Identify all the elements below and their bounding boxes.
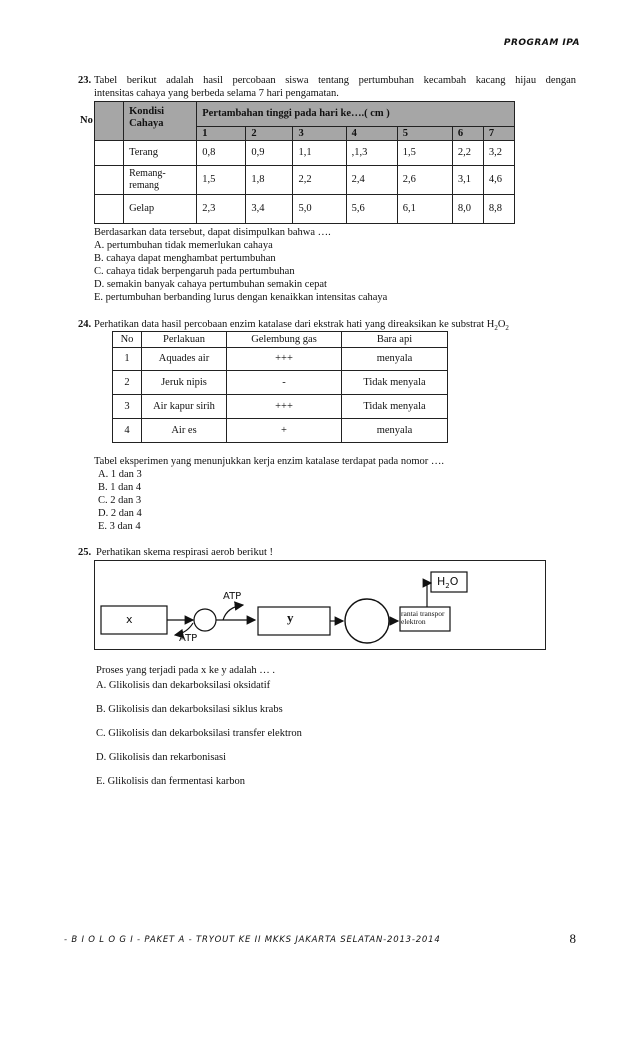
table-row [113, 395, 448, 419]
krebs-cycle-circle [345, 599, 389, 643]
box-x-label: x [126, 613, 133, 626]
q23-day: 4 [346, 127, 397, 141]
q25-option-b: B. Glikolisis dan dekarboksilasi siklus krabs [96, 704, 283, 715]
q23-cell: 3,1 [452, 166, 483, 195]
q24-cell: menyala [342, 348, 448, 371]
q23-option-a: A. pertumbuhan tidak memerlukan cahaya [94, 240, 273, 251]
table-row [113, 348, 448, 371]
q24-cell: 4 [113, 419, 142, 443]
q23-cell: 0,9 [246, 141, 293, 166]
chain-label-line1: rantai transpor [401, 609, 445, 618]
q25-question: Proses yang terjadi pada x ke y adalah … . [96, 665, 276, 676]
q25-number: 25. [78, 547, 92, 558]
q23-header-no-cell [95, 102, 124, 141]
q24-cell: 3 [113, 395, 142, 419]
q23-day: 6 [452, 127, 483, 141]
q23-day: 5 [397, 127, 452, 141]
q25-option-c: C. Glikolisis dan dekarboksilasi transfer elektron [96, 728, 302, 739]
q23-cell: 2,3 [197, 195, 246, 224]
q23-intro-line1: Tabel berikut adalah hasil percobaan siswa tentang pertumbuhan kecambah kacang hijau dengan [94, 75, 576, 86]
q25-option-d: D. Glikolisis dan rekarbonisasi [96, 752, 227, 763]
q24-cell: Jeruk nipis [142, 371, 227, 395]
q23-cell: 3,4 [246, 195, 293, 224]
q24-option-b: B. 1 dan 4 [98, 482, 142, 493]
q24-header-bara: Bara api [342, 332, 448, 348]
table-row [95, 166, 515, 195]
q25-intro: Perhatikan skema respirasi aerob berikut ! [96, 547, 273, 558]
q23-day: 2 [246, 127, 293, 141]
q24-number: 24. [78, 319, 92, 330]
q23-conclusion: Berdasarkan data tersebut, dapat disimpulkan bahwa …. [94, 227, 331, 238]
q23-cell: 8,8 [483, 195, 514, 224]
box-y-label: y [287, 610, 294, 625]
q23-day: 7 [483, 127, 514, 141]
q24-formula-sub1: 2 [494, 324, 498, 333]
q23-cell: 1,1 [293, 141, 346, 166]
q24-cell: 2 [113, 371, 142, 395]
q23-cell: ,1,3 [346, 141, 397, 166]
small-cycle-circle [194, 609, 216, 631]
atp-bottom-label: ATP [179, 633, 198, 644]
table-row [113, 419, 448, 443]
q23-cell: 0,8 [197, 141, 246, 166]
q23-cell: 3,2 [483, 141, 514, 166]
q23-intro-line2: intensitas cahaya yang berbeda selama 7 hari pengamatan. [94, 88, 339, 99]
q23-number: 23. [78, 75, 92, 86]
chain-label-line2: elektron [401, 617, 426, 626]
water-sub: 2 [445, 582, 450, 591]
table-row [95, 141, 515, 166]
q25-option-e: E. Glikolisis dan fermentasi karbon [96, 776, 246, 787]
q23-col-no: No [80, 115, 93, 126]
q24-cell: menyala [342, 419, 448, 443]
q23-cell-kondisi: Gelap [124, 195, 197, 224]
q24-cell: Aquades air [142, 348, 227, 371]
q24-table [112, 331, 448, 443]
q23-day: 3 [293, 127, 346, 141]
box-y [258, 607, 330, 635]
water-h: H [437, 575, 446, 588]
q24-cell: Tidak menyala [342, 371, 448, 395]
q24-cell: - [227, 371, 342, 395]
q23-cell: 5,6 [346, 195, 397, 224]
box-x [101, 606, 167, 634]
q24-option-d: D. 2 dan 4 [98, 508, 142, 519]
q25-option-a: A. Glikolisis dan dekarboksilasi oksidatif [96, 680, 271, 691]
q24-formula-o: O [497, 319, 506, 330]
q23-cell: 5,0 [293, 195, 346, 224]
page-footer: - B I O L O G I - PAKET A - TRYOUT KE II MKKS JAKARTA SELATAN-2013-2014 [64, 935, 441, 945]
q23-cell: 4,6 [483, 166, 514, 195]
q23-cell: 2,4 [346, 166, 397, 195]
q24-option-e: E. 3 dan 4 [98, 521, 141, 532]
q23-day: 1 [197, 127, 246, 141]
q24-header-perlakuan: Perlakuan [142, 332, 227, 348]
q23-cell-kondisi: Terang [124, 141, 197, 166]
q23-cell: 2,6 [397, 166, 452, 195]
q23-option-c: C. cahaya tidak berpengaruh pada pertumbuhan [94, 266, 295, 277]
q24-cell: 1 [113, 348, 142, 371]
water-o: O [449, 575, 459, 588]
q23-cell-no [95, 195, 124, 224]
chain-label [401, 610, 445, 626]
q23-option-b: B. cahaya dapat menghambat pertumbuhan [94, 253, 276, 264]
q24-cell: +++ [227, 395, 342, 419]
q23-cell: 8,0 [452, 195, 483, 224]
q24-cell: Air kapur sirih [142, 395, 227, 419]
q24-intro-text: Perhatikan data hasil percobaan enzim katalase dari ekstrak hati yang direaksikan ke substrat H [94, 319, 495, 330]
respiration-diagram [94, 560, 546, 650]
q24-option-a: A. 1 dan 3 [98, 469, 142, 480]
q23-cell: 1,5 [397, 141, 452, 166]
table-row [113, 371, 448, 395]
atp-top-label: ATP [223, 591, 242, 602]
q23-cell: 1,8 [246, 166, 293, 195]
q23-cell: 2,2 [293, 166, 346, 195]
q24-cell: + [227, 419, 342, 443]
q24-header-no: No [113, 332, 142, 348]
q23-cell-no [95, 141, 124, 166]
q24-cell: Air es [142, 419, 227, 443]
table-row [95, 195, 515, 224]
page-number: 8 [569, 931, 576, 946]
q23-cell: 2,2 [452, 141, 483, 166]
q23-option-d: D. semakin banyak cahaya pertumbuhan semakin cepat [94, 279, 327, 290]
q23-cell: 6,1 [397, 195, 452, 224]
water-label [437, 575, 458, 590]
q24-cell: Tidak menyala [342, 395, 448, 419]
q23-cell-kondisi: Remang-remang [124, 166, 197, 195]
atp-top-arrow [223, 605, 243, 620]
q24-formula-sub2: 2 [505, 324, 509, 333]
q23-cell: 1,5 [197, 166, 246, 195]
q23-option-e: E. pertumbuhan berbanding lurus dengan kenaikkan intensitas cahaya [94, 292, 388, 303]
arrow-chain-to-water [427, 583, 431, 607]
program-header: PROGRAM IPA [503, 38, 580, 48]
q24-header-gelembung: Gelembung gas [227, 332, 342, 348]
q24-option-c: C. 2 dan 3 [98, 495, 142, 506]
q23-header-pertambahan: Pertambahan tinggi pada hari ke….( cm ) [197, 102, 515, 127]
q24-question: Tabel eksperimen yang menunjukkan kerja enzim katalase terdapat pada nomor …. [94, 456, 445, 467]
respiration-diagram-svg [95, 561, 545, 649]
q24-cell: +++ [227, 348, 342, 371]
q23-header-kondisi: Kondisi Cahaya [124, 102, 197, 141]
q23-table [94, 101, 515, 224]
q23-cell-no [95, 166, 124, 195]
